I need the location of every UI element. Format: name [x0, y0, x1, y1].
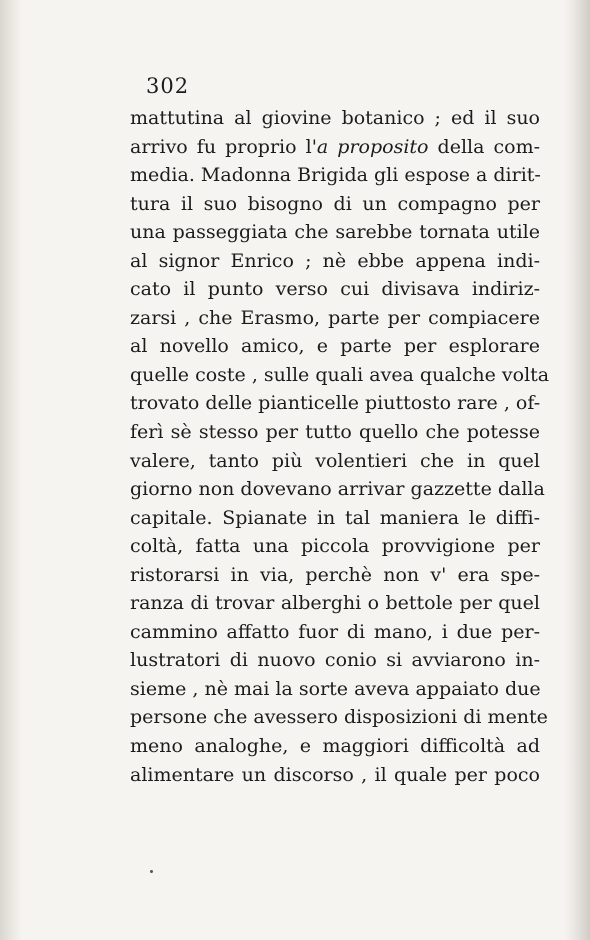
- text-line-4: tura il suo bisogno di un compagno per: [130, 192, 540, 215]
- text-line-2-italic: a proposito: [316, 135, 429, 158]
- text-line-14: giorno non dovevano arrivar gazzette dalla: [130, 478, 545, 501]
- text-line-24: alimentare un discorso , il quale per poco: [130, 763, 540, 786]
- text-line-16: coltà, fatta una piccola provvigione per: [130, 535, 540, 558]
- text-line-11: trovato delle pianticelle piuttosto rare , of-: [130, 392, 541, 415]
- text-line-3: media. Madonna Brigida gli espose a dirit-: [130, 164, 541, 187]
- text-line-7: cato il punto verso cui divisava indiriz-: [130, 278, 540, 301]
- text-line-2: [130, 133, 540, 162]
- text-line-18: ranza di trovar alberghi o bettole per quel: [130, 592, 540, 615]
- page-left-shadow: [0, 0, 22, 940]
- text-line-10: quelle coste , sulle quali avea qualche volta: [130, 363, 550, 386]
- text-line-5: una passeggiata che sarebbe tornata utile: [130, 221, 540, 244]
- text-line-1: mattutina al giovine botanico ; ed il suo: [130, 107, 540, 129]
- ink-speck: [150, 870, 153, 873]
- text-line-12: ferì sè stesso per tutto quello che potesse: [130, 421, 540, 444]
- text-line-15: capitale. Spianate in tal maniera le diffi-: [130, 506, 540, 529]
- text-line-8: zarsi , che Erasmo, parte per compiacere: [130, 306, 540, 329]
- text-line-19: cammino affatto fuor di mano, i due per-: [130, 620, 540, 643]
- text-line-13: valere, tanto più volentieri che in quel: [130, 449, 540, 472]
- text-line-17: ristorarsi in via, perchè non v' era spe-: [130, 563, 540, 586]
- text-line-9: al novello amico, e parte per esplorare: [130, 335, 540, 358]
- text-line-2-end: della com-: [428, 135, 541, 158]
- page-number: 302: [146, 74, 190, 98]
- text-line-22: persone che avessero disposizioni di mente: [130, 706, 548, 729]
- text-line-6: al signor Enrico ; nè ebbe appena indi-: [130, 249, 540, 272]
- page-right-shadow: [564, 0, 590, 940]
- text-line-21: sieme , nè mai la sorte aveva appaiato due: [130, 677, 541, 700]
- body-text: [130, 104, 550, 789]
- text-line-2-start: arrivo fu proprio l': [130, 135, 317, 158]
- text-line-23: meno analoghe, e maggiori difficoltà ad: [130, 735, 540, 758]
- text-line-20: lustratori di nuovo conio si avviarono in-: [130, 649, 540, 672]
